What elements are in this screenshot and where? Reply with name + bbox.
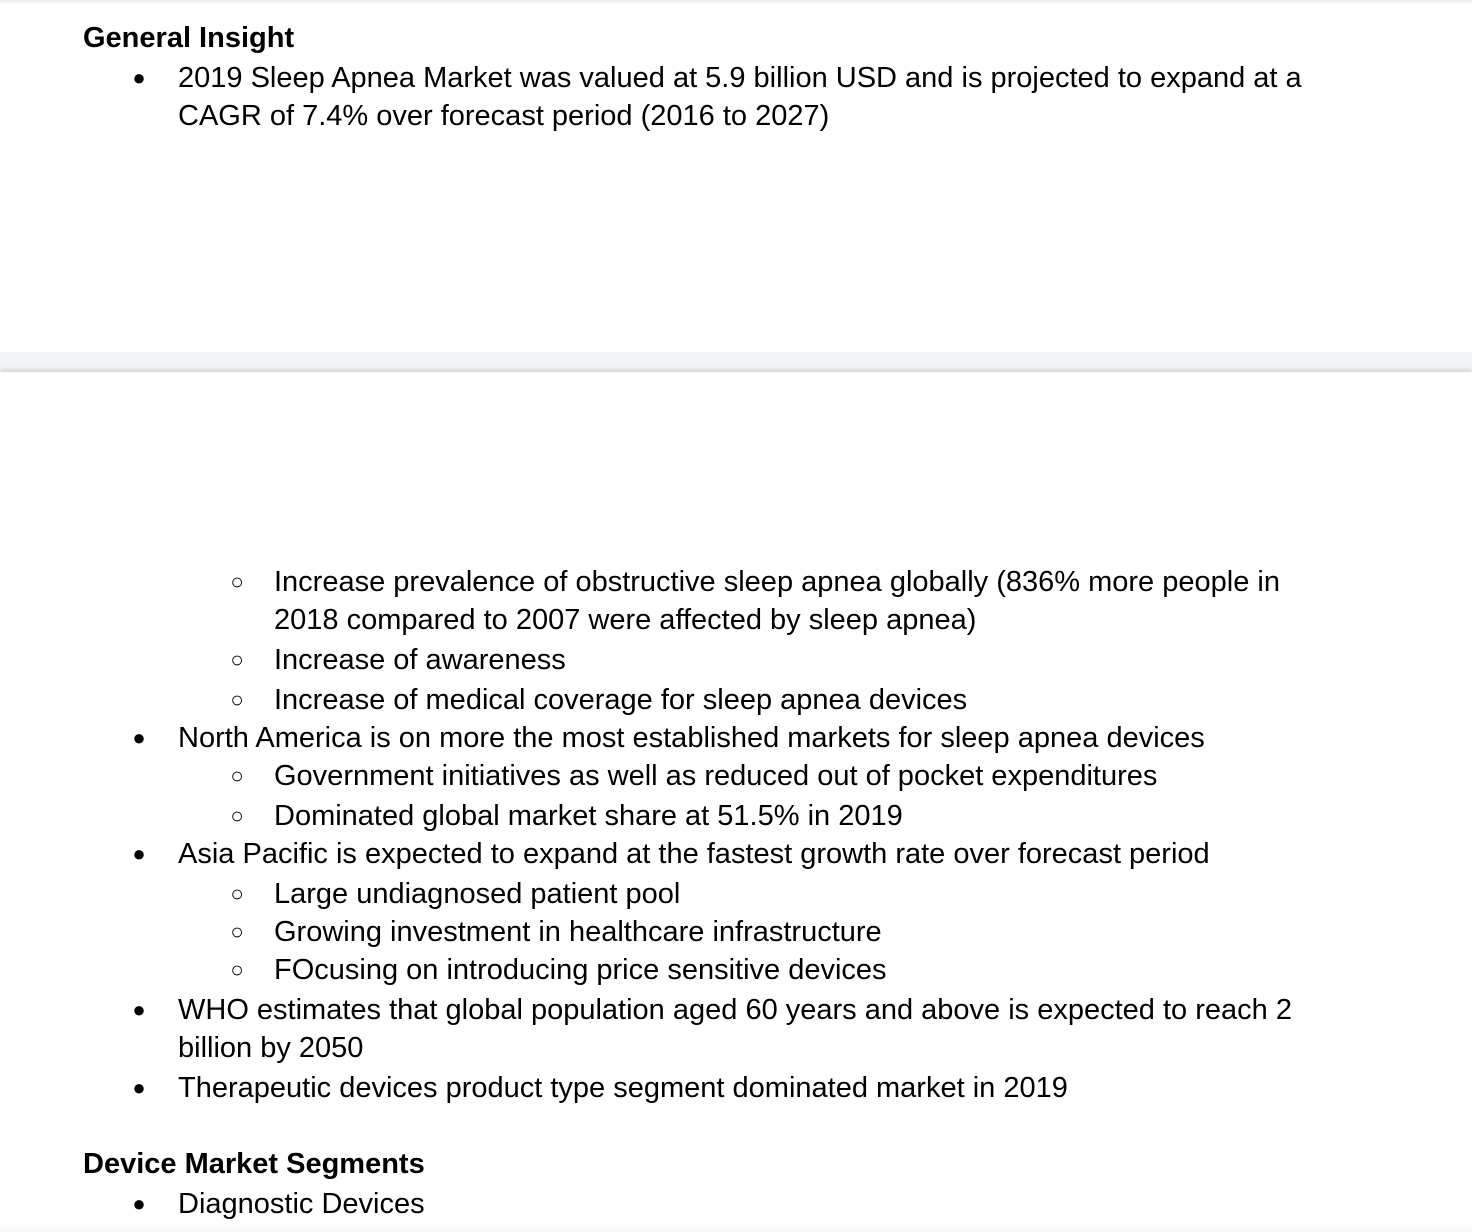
sub-bullet-item [230, 797, 903, 835]
bullet-text-line: 2018 compared to 2007 were affected by sleep apnea) [274, 604, 977, 636]
bullet-text-line: billion by 2050 [178, 1032, 364, 1064]
bullet-text-line: Government initiatives as well as reduced out of pocket expenditures [274, 760, 1158, 792]
sub-bullet-marker: ○ [230, 881, 244, 906]
bullet-text-line: FOcusing on introducing price sensitive devices [274, 954, 887, 986]
section-heading-general-insight: General Insight [83, 22, 295, 54]
bullet-item [132, 1185, 425, 1223]
sub-bullet-item [230, 563, 1280, 639]
bullet-text-line: Growing investment in healthcare infrastructure [274, 916, 882, 948]
bullet-text-line: North America is on more the most established markets for sleep apnea devices [178, 722, 1205, 754]
bullet-item [132, 59, 1302, 135]
bullet-text-line: Therapeutic devices product type segment dominated market in 2019 [178, 1072, 1068, 1104]
document-page-2 [0, 372, 1472, 1232]
bullet-marker: ● [132, 997, 146, 1022]
sub-bullet-item [230, 951, 887, 989]
bullet-item [132, 991, 1292, 1067]
bullet-text-line: Increase of medical coverage for sleep apnea devices [274, 684, 968, 716]
sub-bullet-item [230, 913, 882, 951]
bullet-marker: ● [132, 725, 146, 750]
sub-bullet-marker: ○ [230, 647, 244, 672]
sub-bullet-marker: ○ [230, 919, 244, 944]
bullet-marker: ● [132, 1191, 146, 1216]
page-top-edge [0, 0, 1472, 4]
section-heading-device-market-segments: Device Market Segments [83, 1148, 425, 1180]
sub-bullet-marker: ○ [230, 687, 244, 712]
bullet-marker: ● [132, 65, 146, 90]
sub-bullet-item [230, 641, 566, 679]
bullet-marker: ● [132, 841, 146, 866]
bullet-text-line: 2019 Sleep Apnea Market was valued at 5.9 billion USD and is projected to expand at a [178, 62, 1302, 94]
sub-bullet-marker: ○ [230, 957, 244, 982]
sub-bullet-marker: ○ [230, 803, 244, 828]
sub-bullet-item [230, 681, 968, 719]
bullet-text-line: Asia Pacific is expected to expand at the fastest growth rate over forecast period [178, 838, 1210, 870]
bullet-text-line: Increase prevalence of obstructive sleep apnea globally (836% more people in [274, 566, 1280, 598]
bullet-text-line: CAGR of 7.4% over forecast period (2016 to 2027) [178, 100, 830, 132]
sub-bullet-item [230, 757, 1158, 795]
bullet-marker: ● [132, 1075, 146, 1100]
document-page-1 [0, 0, 1472, 352]
sub-bullet-marker: ○ [230, 569, 244, 594]
page-break-gap [0, 352, 1472, 372]
bullet-item [132, 835, 1210, 873]
bullet-text-line: WHO estimates that global population aged 60 years and above is expected to reach 2 [178, 994, 1292, 1026]
bullet-text-line: Large undiagnosed patient pool [274, 878, 681, 910]
sub-bullet-item [230, 875, 681, 913]
bullet-item [132, 719, 1205, 757]
bullet-item [132, 1069, 1068, 1107]
bullet-text-line: Diagnostic Devices [178, 1188, 425, 1220]
bullet-text-line: Dominated global market share at 51.5% in 2019 [274, 800, 903, 832]
sub-bullet-marker: ○ [230, 763, 244, 788]
bullet-text-line: Increase of awareness [274, 644, 566, 676]
page-bottom-edge [0, 1224, 1472, 1232]
